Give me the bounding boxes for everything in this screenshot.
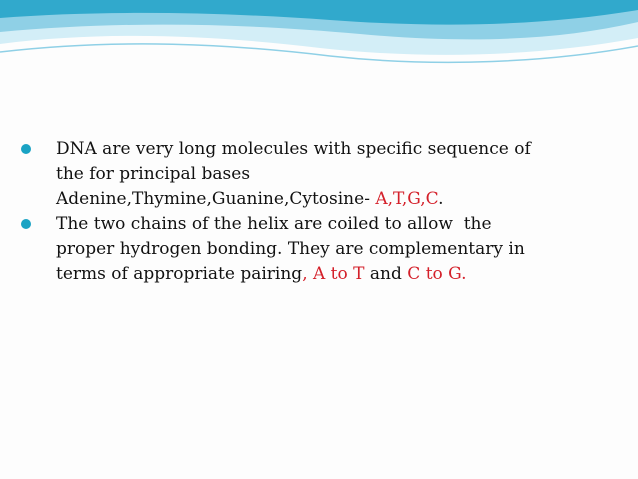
highlighted-text: C to G. (407, 264, 467, 284)
bullet-list (20, 137, 620, 287)
body-text: proper hydrogen bonding. They are complementary in (56, 239, 525, 259)
bullet-item (20, 137, 620, 212)
bullet-line (56, 187, 620, 212)
bullet-line (56, 162, 620, 187)
bullet-line (56, 212, 620, 237)
body-text: terms of appropriate pairing (56, 264, 303, 284)
bullet-line (56, 137, 620, 162)
highlighted-text: , A to T (302, 264, 365, 284)
bullet-item (20, 212, 620, 287)
body-text: the for principal bases (56, 164, 251, 184)
header-wave-decoration (0, 0, 638, 72)
body-text: Adenine,Thymine,Guanine,Cytosine- (56, 189, 376, 209)
body-text: . (438, 189, 444, 209)
body-text: and (364, 264, 408, 284)
highlighted-text: A,T,G,C (375, 189, 439, 209)
bullet-line (56, 237, 620, 262)
bullet-line (56, 262, 620, 287)
body-text: The two chains of the helix are coiled to allow the (56, 214, 492, 234)
bullet-dot-icon (21, 144, 31, 154)
bullet-dot-icon (21, 219, 31, 229)
body-text: DNA are very long molecules with specific sequence of (56, 139, 531, 159)
